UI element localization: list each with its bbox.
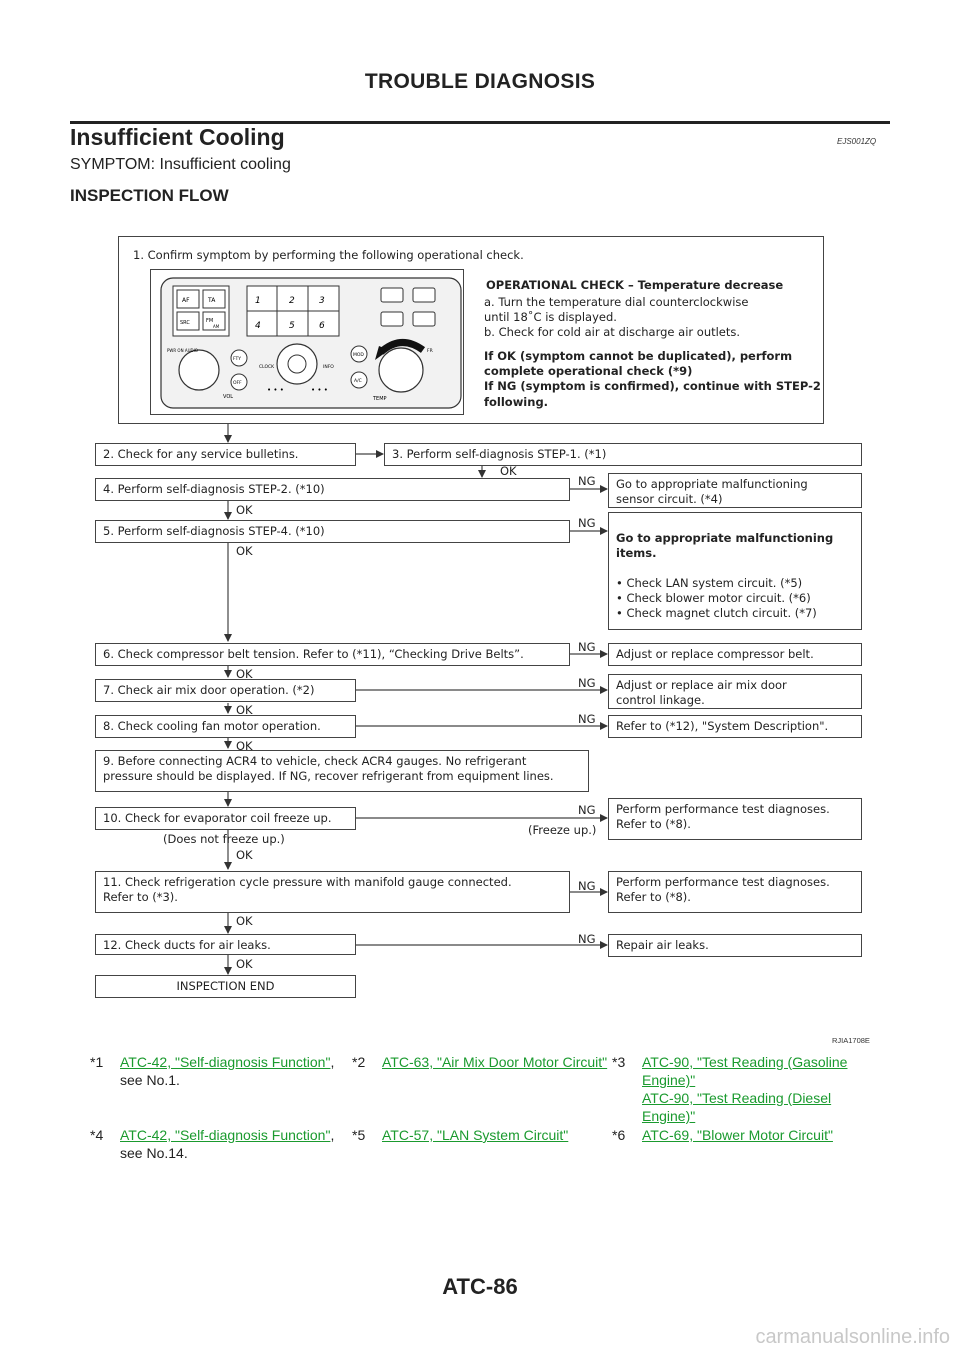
step12-ng-box: Repair air leaks. <box>608 934 862 957</box>
freeze-label: (Freeze up.) <box>528 823 597 837</box>
panel-am-label: AM <box>213 324 220 329</box>
figure-code: RJIA1708E <box>832 1036 870 1045</box>
preset-5: 5 <box>289 321 295 331</box>
ok-label: OK <box>500 464 517 478</box>
reference-trail: , <box>330 1054 335 1070</box>
reference-number: *1 <box>90 1054 104 1070</box>
ng-label: NG <box>578 676 596 690</box>
watermark: carmanualsonline.info <box>755 1326 950 1348</box>
reference-link[interactable]: Engine)" <box>642 1072 696 1088</box>
preset-1: 1 <box>255 296 261 306</box>
inspection-end-box: INSPECTION END <box>95 975 356 998</box>
reference-number: *3 <box>612 1054 626 1070</box>
preset-4: 4 <box>255 321 261 331</box>
section-code: EJS001ZQ <box>837 137 877 146</box>
step5-ng-items: • Check LAN system circuit. (*5) • Check blower motor circuit. (*6) • Check magnet clutch circuit. (*7) <box>616 576 817 620</box>
reference-link[interactable]: ATC-42, "Self-diagnosis Function" <box>120 1054 331 1070</box>
panel-fm-label: FM <box>206 318 214 324</box>
ng-label: NG <box>578 803 596 817</box>
step11-ng-box: Perform performance test diagnoses. Refer to (*8). <box>608 871 862 913</box>
reference-note: see No.14. <box>120 1145 188 1161</box>
svg-text:• • •: • • • <box>267 386 284 394</box>
operational-check-title: OPERATIONAL CHECK – Temperature decrease <box>486 278 784 292</box>
ng-label: NG <box>578 640 596 654</box>
control-panel-illustration <box>150 269 464 415</box>
ng-label: NG <box>578 879 596 893</box>
ng-label: NG <box>578 712 596 726</box>
step5-ng-title: Go to appropriate malfunctioning items. <box>616 531 834 560</box>
symptom-text: SYMPTOM: Insufficient cooling <box>70 156 291 173</box>
reference-link[interactable]: Engine)" <box>642 1108 696 1124</box>
panel-ac-label: A/C <box>354 379 362 384</box>
ng-label: NG <box>578 516 596 530</box>
step11-box: 11. Check refrigeration cycle pressure with manifold gauge connected. Refer to (*3). <box>95 871 570 913</box>
ok-label: OK <box>236 503 253 517</box>
panel-temp-label: TEMP <box>373 396 387 402</box>
panel-ta-label: TA <box>208 297 216 304</box>
reference-link[interactable]: ATC-57, "LAN System Circuit" <box>382 1127 569 1143</box>
step4-ng-box: Go to appropriate malfunctioning sensor circuit. (*4) <box>608 473 862 508</box>
operational-check-result: If OK (symptom cannot be duplicated), perform complete operational check (*9) If NG (symptom is confirmed), continue with STEP-2 following. <box>484 349 821 409</box>
reference-number: *5 <box>352 1127 366 1143</box>
ok-label: OK <box>236 914 253 928</box>
step10-ng-box: Perform performance test diagnoses. Refer to (*8). <box>608 798 862 840</box>
reference-note: see No.1. <box>120 1072 180 1088</box>
reference-number: *6 <box>612 1127 626 1143</box>
preset-2: 2 <box>289 296 295 306</box>
ng-label: NG <box>578 932 596 946</box>
panel-info-label: INFO <box>323 365 334 370</box>
ok-label: OK <box>236 667 253 681</box>
ok-label: OK <box>236 957 253 971</box>
ok-label: OK <box>236 544 253 558</box>
panel-fr-label: FR <box>427 349 433 354</box>
panel-clock-label: CLOCK <box>259 365 275 370</box>
panel-off-label: OFF <box>233 381 242 386</box>
step2-box: 2. Check for any service bulletins. <box>95 443 356 466</box>
step3-box: 3. Perform self-diagnosis STEP-1. (*1) <box>384 443 862 466</box>
panel-pwr-label: PWR ON AUDIO <box>167 348 198 353</box>
control-panel-drawing <box>151 270 463 414</box>
step8-ng-box: Refer to (*12), "System Description". <box>608 715 862 738</box>
ng-label: NG <box>578 474 596 488</box>
panel-fty-label: FTY <box>233 357 242 362</box>
preset-6: 6 <box>319 321 325 331</box>
panel-mod-label: MOD <box>353 353 364 358</box>
step6-box: 6. Check compressor belt tension. Refer to (*11), “Checking Drive Belts”. <box>95 643 570 666</box>
page-number: ATC-86 <box>442 1274 518 1299</box>
step7-box: 7. Check air mix door operation. (*2) <box>95 679 356 702</box>
panel-src-label: SRC <box>180 320 190 326</box>
panel-af-label: AF <box>182 297 190 304</box>
reference-link[interactable]: ATC-90, "Test Reading (Diesel <box>642 1090 832 1106</box>
step9-box: 9. Before connecting ACR4 to vehicle, check ACR4 gauges. No refrigerant pressure should be displayed. If NG, recover refrigerant from equipment lines. <box>95 750 589 792</box>
reference-link[interactable]: ATC-63, "Air Mix Door Motor Circuit" <box>382 1054 608 1070</box>
step8-box: 8. Check cooling fan motor operation. <box>95 715 356 738</box>
step6-ng-box: Adjust or replace compressor belt. <box>608 643 862 666</box>
reference-link[interactable]: ATC-90, "Test Reading (Gasoline <box>642 1054 848 1070</box>
operational-check-body: a. Turn the temperature dial counterclockwise until 18˚C is displayed. b. Check for cold air at discharge air outlets. <box>484 295 749 340</box>
step1-text: 1. Confirm symptom by performing the following operational check. <box>133 248 524 262</box>
ok-label: OK <box>236 739 253 753</box>
reference-link[interactable]: ATC-42, "Self-diagnosis Function" <box>120 1127 331 1143</box>
preset-3: 3 <box>319 296 325 306</box>
ok-label: OK <box>236 703 253 717</box>
step5-ng-box <box>608 512 862 630</box>
reference-number: *4 <box>90 1127 104 1143</box>
step7-ng-box: Adjust or replace air mix door control linkage. <box>608 674 862 709</box>
step12-box: 12. Check ducts for air leaks. <box>95 934 356 955</box>
no-freeze-label: (Does not freeze up.) <box>163 832 285 846</box>
page-header-title: TROUBLE DIAGNOSIS <box>364 70 596 93</box>
ok-label: OK <box>236 848 253 862</box>
reference-link[interactable]: ATC-69, "Blower Motor Circuit" <box>642 1127 833 1143</box>
step10-box: 10. Check for evaporator coil freeze up. <box>95 807 356 830</box>
reference-number: *2 <box>352 1054 366 1070</box>
svg-text:• • •: • • • <box>311 386 328 394</box>
step5-box: 5. Perform self-diagnosis STEP-4. (*10) <box>95 520 570 543</box>
reference-trail: , <box>330 1127 335 1143</box>
section-title: Insufficient Cooling <box>70 124 285 150</box>
inspection-flow-title: INSPECTION FLOW <box>70 186 229 205</box>
step4-box: 4. Perform self-diagnosis STEP-2. (*10) <box>95 478 570 501</box>
panel-vol-label: VOL <box>223 394 234 400</box>
